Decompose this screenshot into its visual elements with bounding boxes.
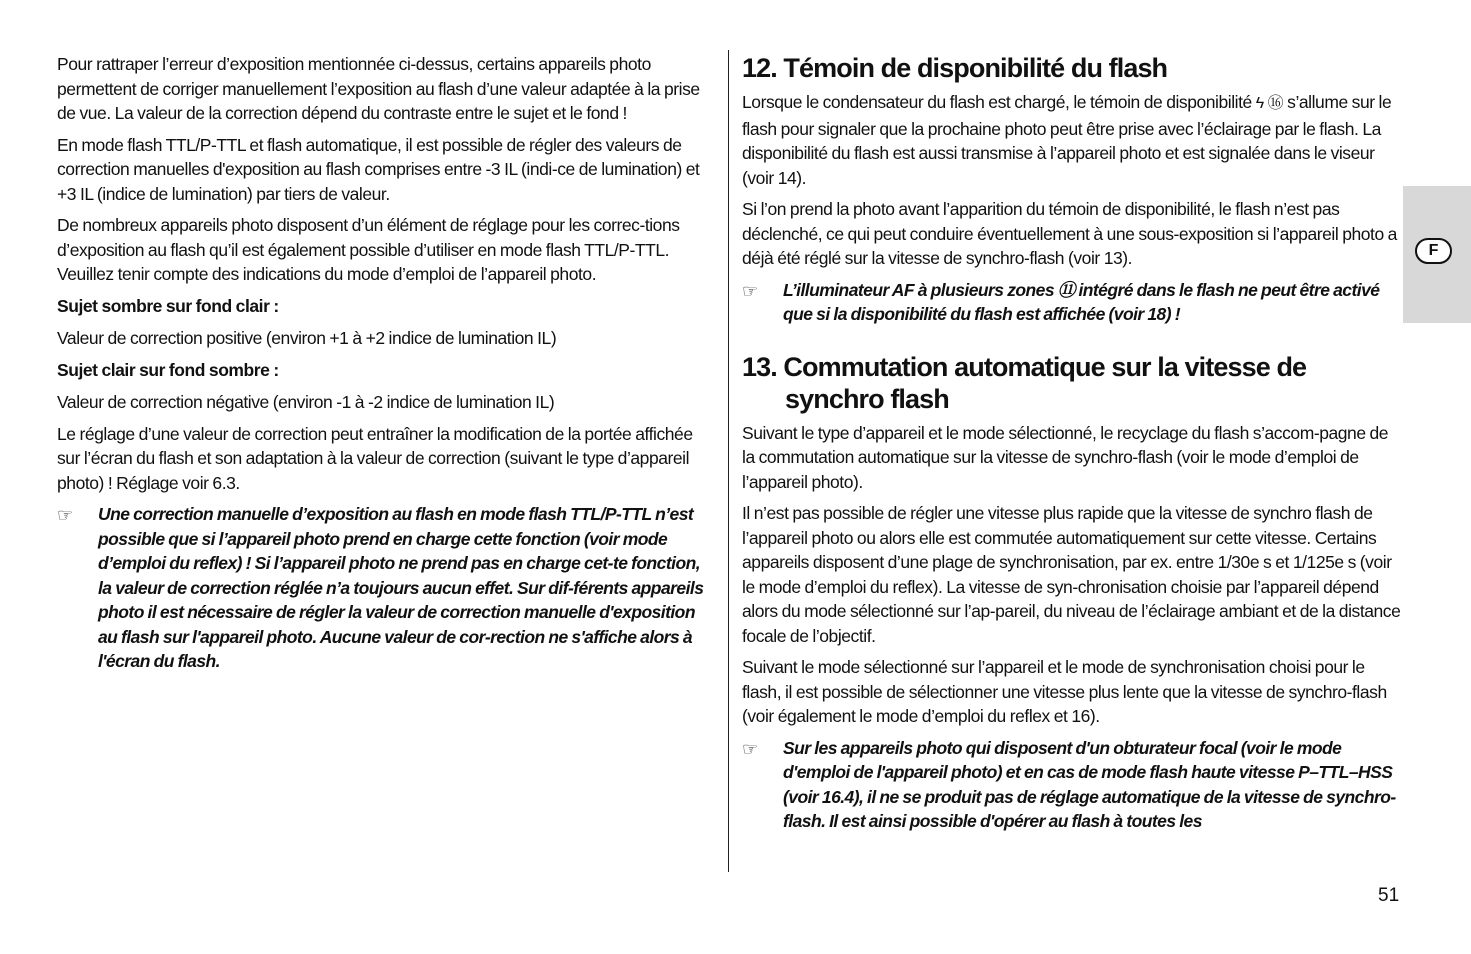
note (742, 278, 1402, 327)
subheading-light-subject: Sujet clair sur fond sombre : (57, 359, 279, 380)
paragraph: En mode flash TTL/P-TTL et flash automatique, il est possible de régler des valeurs de correction manuelles d'exposition au flash comprises entre -3 IL (indi-ce de lumination) et +3 IL (indice de lumination) par tiers de valeur. (57, 134, 700, 204)
paragraph: Suivant le type d’appareil et le mode sélectionné, le recyclage du flash s’accom-pagne de la commutation automatique sur la vitesse de synchro-flash (voir le mode d’emploi de l’appareil photo). (742, 422, 1389, 492)
pointing-hand-icon: ☞ (742, 280, 759, 301)
note (742, 736, 1402, 834)
paragraph: Le réglage d’une valeur de correction peut entraîner la modification de la portée affichée sur l’écran du flash et son adaptation à la valeur de correction (suivant le type d’appareil photo) ! Réglage voir 6.3. (57, 423, 693, 493)
section-heading-12: 12. Témoin de disponibilité du flash (742, 53, 1168, 83)
paragraph: De nombreux appareils photo disposent d’un élément de réglage pour les correc-tions d’exposition au flash qu’il est également possible d’utiliser en mode flash TTL/P-TTL. Veuillez tenir compte des indications du mode d’emploi de l’appareil photo. (57, 215, 680, 284)
paragraph: Valeur de correction positive (environ +1 à +2 indice de lumination IL) (57, 328, 557, 348)
paragraph-text: s’allume sur le flash pour signaler que la prochaine photo peut être prise avec l’éclairage par le flash. La disponibilité du flash est aussi transmise à l’appareil photo et est signalée dans le viseur (voir 14). (742, 92, 1392, 188)
note-text: intégré dans le flash ne peut être activé que si la disponibilité du flash est affichée (voir 18) ! (783, 279, 1380, 324)
pointing-hand-icon: ☞ (57, 505, 74, 525)
note-text: L’illuminateur AF à plusieurs zones (783, 279, 1055, 300)
reference-number: ⑯ (1267, 95, 1284, 112)
reference-number: ⑪ (1057, 279, 1075, 300)
paragraph (742, 90, 1402, 190)
note-text: Une correction manuelle d’exposition au flash en mode flash TTL/P-TTL n’est possible que si l’appareil photo prend en charge cette fonction (voir mode d’emploi du reflex) ! Si l’appareil photo ne prend pas en charge cet-te fonction, la valeur de correction réglée n’a toujours aucun effet. Sur dif-férents appareils photo il est nécessaire de régler la valeur de correction manuelle d'exposition au flash sur l'appareil photo. Aucune valeur de cor-rection ne s'affiche alors à l'écran du flash. (98, 504, 704, 671)
subheading-dark-subject: Sujet sombre sur fond clair : (57, 295, 279, 316)
paragraph: Il n’est pas possible de régler une vitesse plus rapide que la vitesse de synchro flash de l’appareil photo ou alors elle est commutée automatiquement sur cette vitesse. Certains appareils disposent d’une plage de synchronisation, par ex. entre 1/30e s et 1/125e s (voir le mode d’emploi du reflex). La vitesse de syn-chronisation choisie par l’appareil dépend alors du mode sélectionné sur l’ap-pareil, du niveau de l’éclairage ambiant et de la distance focale de l’objectif. (742, 503, 1401, 646)
paragraph: Valeur de correction négative (environ -1 à -2 indice de lumination IL) (57, 392, 555, 412)
column-divider (728, 50, 729, 872)
paragraph: Si l’on prend la photo avant l’apparition du témoin de disponibilité, le flash n’est pas déclenché, ce qui peut conduire éventuellement à une sous-exposition si l’appareil photo a déjà été réglé sur la vitesse de synchro-flash (voir 13). (742, 199, 1397, 268)
note-text: Sur les appareils photo qui disposent d'un obturateur focal (voir le mode d'emploi de l'appareil photo) et en cas de mode flash haute vitesse P–TTL–HSS (voir 16.4), il ne se produit pas de réglage automatique de la vitesse de synchro-flash. Il est ainsi possible d'opérer au flash à toutes les (783, 737, 1396, 831)
paragraph: Suivant le mode sélectionné sur l’appareil et le mode de synchronisation choisi pour le flash, il est possible de sélectionner une vitesse plus lente que la vitesse de synchro-flash (voir également le mode d’emploi du reflex et 16). (742, 657, 1387, 726)
note (57, 502, 717, 674)
paragraph: Pour rattraper l’erreur d’exposition mentionnée ci-dessus, certains appareils photo permettent de corriger manuellement l’exposition au flash d’une valeur adaptée à la prise de vue. La valeur de la correction dépend du contraste entre le sujet et le fond ! (57, 54, 700, 123)
flash-bolt-icon: ϟ (1255, 95, 1264, 112)
paragraph-text: Lorsque le condensateur du flash est chargé, le témoin de disponibilité (742, 92, 1252, 112)
section-heading-13: 13. Commutation automatique sur la vitesse de synchro flash (742, 351, 1307, 414)
left-column (57, 50, 717, 681)
right-column (742, 50, 1402, 841)
pointing-hand-icon: ☞ (742, 738, 759, 759)
language-tab-label: F (1415, 238, 1452, 264)
page-number: 51 (1378, 885, 1400, 906)
